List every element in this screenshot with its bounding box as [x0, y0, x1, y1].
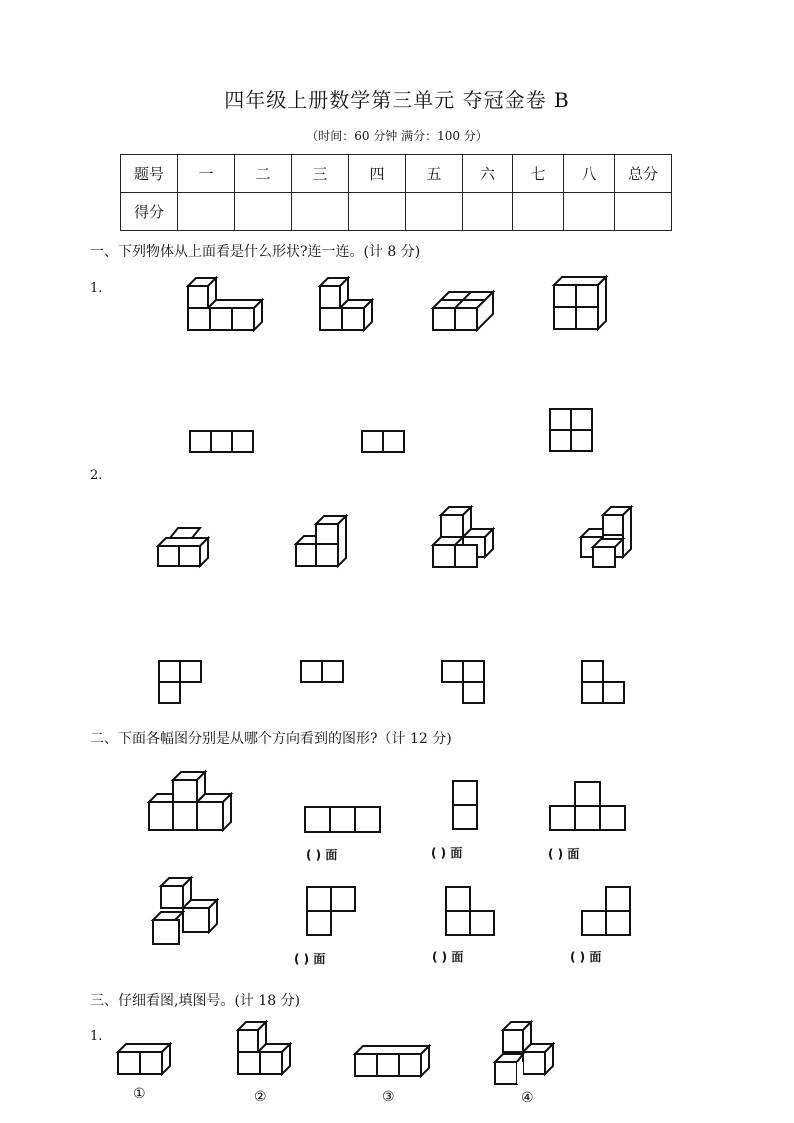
- cube-solid-figure: [353, 1044, 433, 1080]
- score-cell: 五: [406, 155, 463, 193]
- score-input-cell[interactable]: [292, 193, 349, 231]
- score-input-cell[interactable]: [513, 193, 564, 231]
- section-1-heading: 一、下列物体从上面看是什么形状?连一连。(计 8 分): [90, 244, 421, 260]
- cube-solid-figure: [147, 772, 237, 834]
- cube-solid-figure: [552, 277, 608, 333]
- score-cell: 题号: [121, 155, 178, 193]
- score-table-header-row: [121, 155, 672, 193]
- question-2-number: 2.: [90, 468, 103, 483]
- score-input-cell[interactable]: [349, 193, 406, 231]
- score-input-cell[interactable]: [235, 193, 292, 231]
- cube-solid-figure: [294, 514, 348, 568]
- question-1-number: 1.: [90, 281, 103, 296]
- answer-blank[interactable]: ( ) 面: [306, 848, 338, 862]
- cube-solid-figure: [493, 1022, 557, 1088]
- figure-label: ④: [521, 1090, 534, 1106]
- top-view-figure: [441, 660, 487, 706]
- question-1-number: 1.: [90, 1029, 103, 1044]
- score-cell: 四: [349, 155, 406, 193]
- score-input-cell[interactable]: [615, 193, 672, 231]
- top-view-figure: [361, 430, 407, 454]
- cube-solid-figure: [579, 505, 635, 569]
- answer-blank[interactable]: ( ) 面: [548, 847, 580, 861]
- score-cell: 七: [513, 155, 564, 193]
- cube-solid-figure: [431, 290, 497, 334]
- view-figure: [581, 886, 635, 940]
- cube-solid-figure: [186, 278, 266, 334]
- top-view-figure: [189, 430, 257, 454]
- score-cell: 六: [463, 155, 513, 193]
- top-view-figure: [158, 660, 204, 706]
- answer-blank[interactable]: ( ) 面: [570, 950, 602, 964]
- figure-label: ②: [254, 1089, 267, 1105]
- score-cell: 八: [564, 155, 615, 193]
- section-2-heading: 二、下面各幅图分别是从哪个方向看到的图形?（计 12 分): [90, 731, 452, 747]
- score-input-cell[interactable]: [564, 193, 615, 231]
- top-view-figure: [549, 408, 595, 454]
- score-input-cell[interactable]: [463, 193, 513, 231]
- answer-blank[interactable]: ( ) 面: [432, 950, 464, 964]
- view-figure: [452, 780, 480, 832]
- score-table-score-row: [121, 193, 672, 231]
- answer-blank[interactable]: ( ) 面: [294, 952, 326, 966]
- cube-solid-figure: [151, 876, 225, 946]
- view-figure: [549, 781, 629, 833]
- figure-label: ①: [133, 1086, 146, 1102]
- top-view-figure: [300, 660, 346, 684]
- view-figure: [445, 886, 499, 940]
- score-table: [120, 154, 672, 231]
- score-cell: 总分: [615, 155, 672, 193]
- page-title: 四年级上册数学第三单元 夺冠金卷 B: [224, 88, 570, 112]
- cube-solid-figure: [116, 1042, 174, 1078]
- cube-solid-figure: [236, 1022, 294, 1078]
- score-cell: 二: [235, 155, 292, 193]
- cube-solid-figure: [431, 505, 497, 569]
- view-figure: [306, 886, 360, 940]
- view-figure: [304, 806, 384, 834]
- top-view-figure: [581, 660, 627, 706]
- score-cell: 三: [292, 155, 349, 193]
- cube-solid-figure: [156, 526, 210, 568]
- cube-solid-figure: [318, 278, 378, 334]
- score-input-cell[interactable]: [178, 193, 235, 231]
- figure-label: ③: [382, 1089, 395, 1105]
- section-3-heading: 三、仔细看图,填图号。(计 18 分): [90, 993, 301, 1009]
- score-input-cell[interactable]: [406, 193, 463, 231]
- score-row-label: 得分: [121, 193, 178, 231]
- exam-info: （时间：60 分钟 满分：100 分）: [306, 129, 488, 143]
- answer-blank[interactable]: ( ) 面: [431, 846, 463, 860]
- score-cell: 一: [178, 155, 235, 193]
